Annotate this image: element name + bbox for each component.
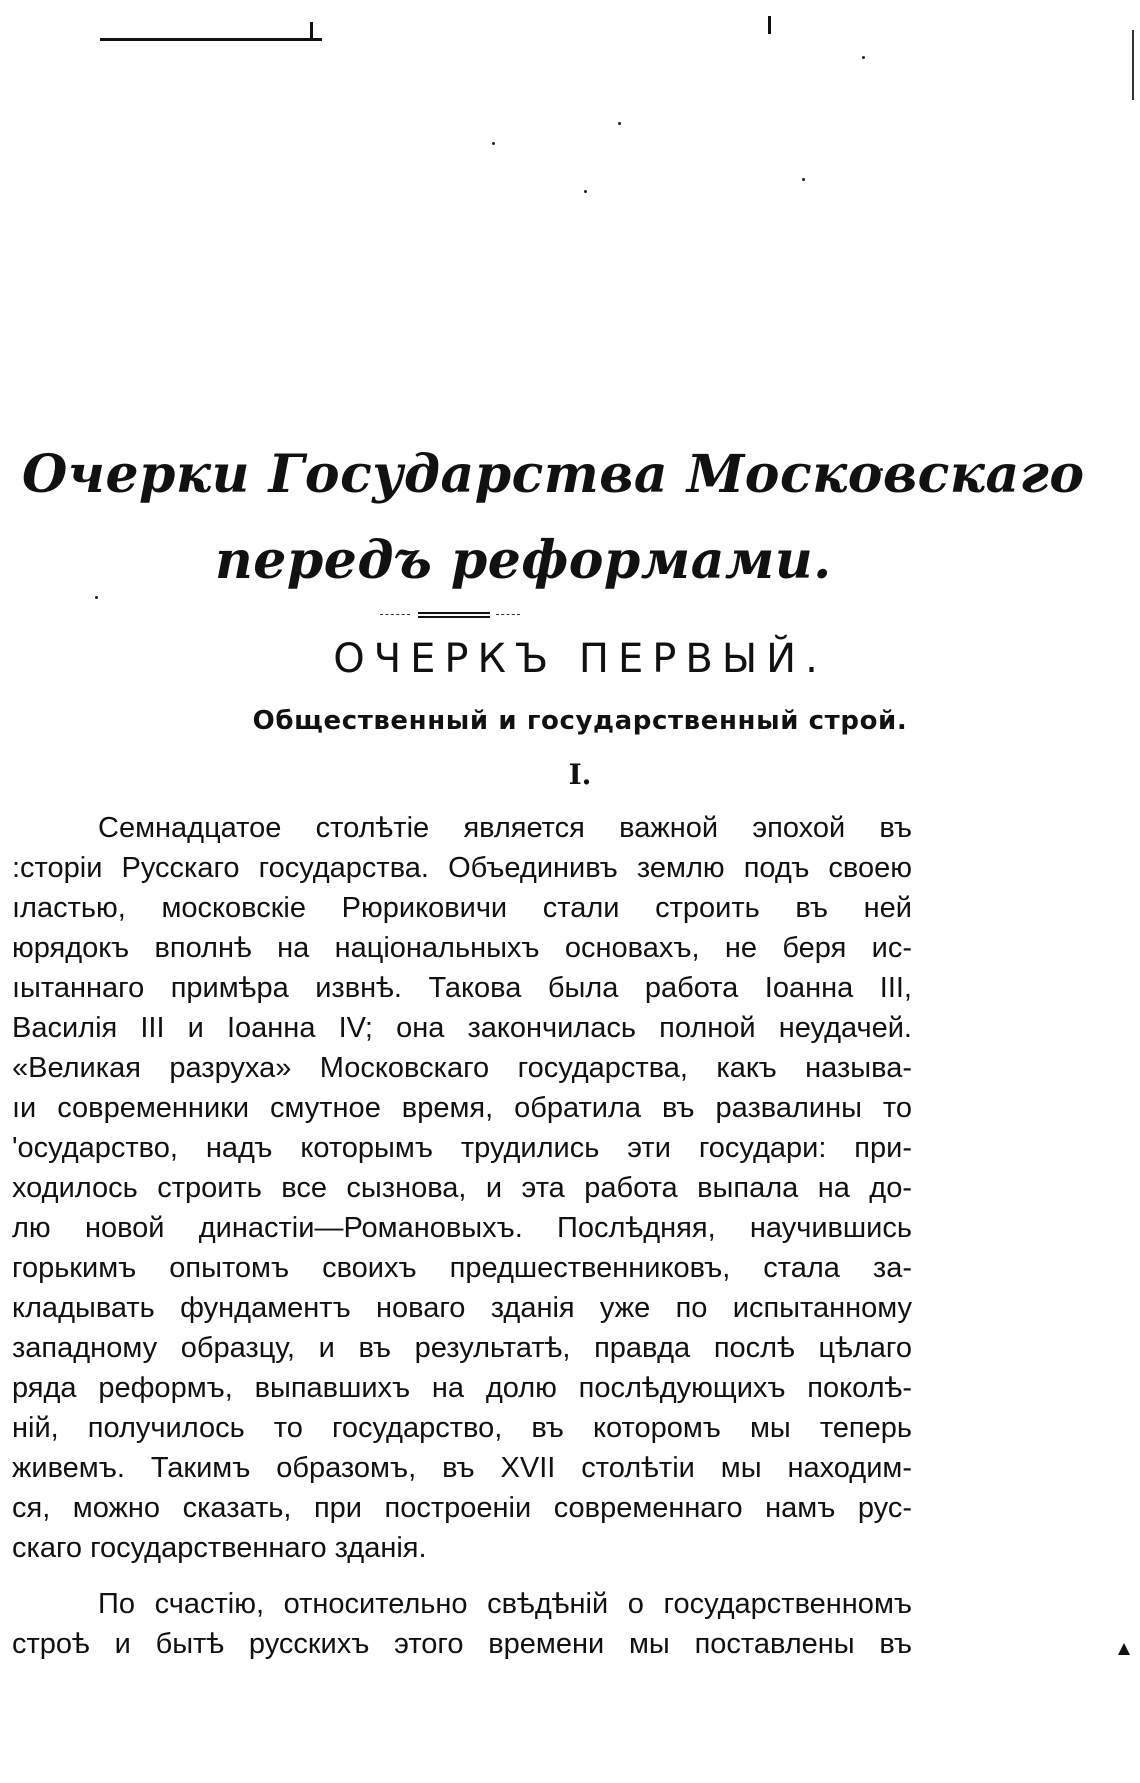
scan-artifact-dot — [584, 190, 587, 193]
scan-artifact-dot — [618, 122, 621, 125]
body-text — [12, 808, 912, 1664]
text-line: ıластью, московскіе Рюриковичи стали строить въ ней — [12, 892, 912, 924]
text-line: лю новой династіи—Романовыхъ. Послѣдняя, научившись — [12, 1212, 912, 1244]
text-line: ıи современники смутное время, обратила въ развалины то — [12, 1092, 912, 1124]
scan-artifact-tick — [310, 22, 313, 40]
text-line: горькимъ опытомъ своихъ предшественниковъ, стала за- — [12, 1252, 912, 1284]
text-line: ходилось строить все сызнова, и эта работа выпала на до- — [12, 1172, 912, 1204]
chapter-subtitle: Общественный и государственный строй. — [252, 706, 908, 736]
text-line: Василія III и Іоанна IV; она закончилась полной неудачей. — [12, 1012, 912, 1044]
text-line: 'осударство, надъ которымъ трудились эти государи: при- — [12, 1132, 912, 1164]
book-title-line-2: передъ реформами. — [215, 530, 832, 591]
book-title-line-1: Очерки Государства Московскаго — [22, 444, 1085, 505]
chapter-heading: ОЧЕРКЪ ПЕРВЫЙ. — [333, 636, 827, 682]
text-line: Семнадцатое столѣтіе является важной эпохой въ — [98, 812, 912, 844]
scan-edge-line — [1132, 30, 1134, 100]
text-line: «Великая разруха» Московскаго государства, какъ называ- — [12, 1052, 912, 1084]
text-line: кладывать фундаментъ новаго зданія уже по испытанному — [12, 1292, 912, 1324]
scan-artifact-dot — [802, 178, 805, 181]
text-line: :сторіи Русскаго государства. Объединивъ землю подъ своею — [12, 852, 912, 884]
title-divider — [380, 612, 530, 622]
scan-artifact-tick — [768, 16, 771, 34]
text-line: ıытаннаго примѣра извнѣ. Такова была работа Іоанна III, — [12, 972, 912, 1004]
text-line: ній, получилось то государство, въ которомъ мы теперь — [12, 1412, 912, 1444]
scan-artifact-dot — [492, 142, 495, 145]
text-line: ряда реформъ, выпавшихъ на долю послѣдующихъ поколѣ- — [12, 1372, 912, 1404]
scan-artifact-rule — [100, 38, 322, 41]
text-line: строѣ и бытѣ русскихъ этого времени мы поставлены въ — [12, 1628, 912, 1660]
text-line: западному образцу, и въ результатѣ, правда послѣ цѣлаго — [12, 1332, 912, 1364]
text-line: скаго государственнаго зданія. — [12, 1532, 427, 1564]
text-line: По счастію, относительно свѣдѣній о государственномъ — [98, 1588, 912, 1620]
section-number: I. — [568, 758, 592, 791]
book-title — [0, 432, 1140, 604]
text-line: ся, можно сказать, при построеніи современнаго намъ рус- — [12, 1492, 912, 1524]
scan-artifact-dot — [862, 56, 865, 59]
text-line: юрядокъ вполнѣ на національныхъ основахъ, не беря ис- — [12, 932, 912, 964]
text-line: живемъ. Такимъ образомъ, въ XVII столѣтіи мы находим- — [12, 1452, 912, 1484]
scan-corner-mark — [1118, 1643, 1130, 1655]
